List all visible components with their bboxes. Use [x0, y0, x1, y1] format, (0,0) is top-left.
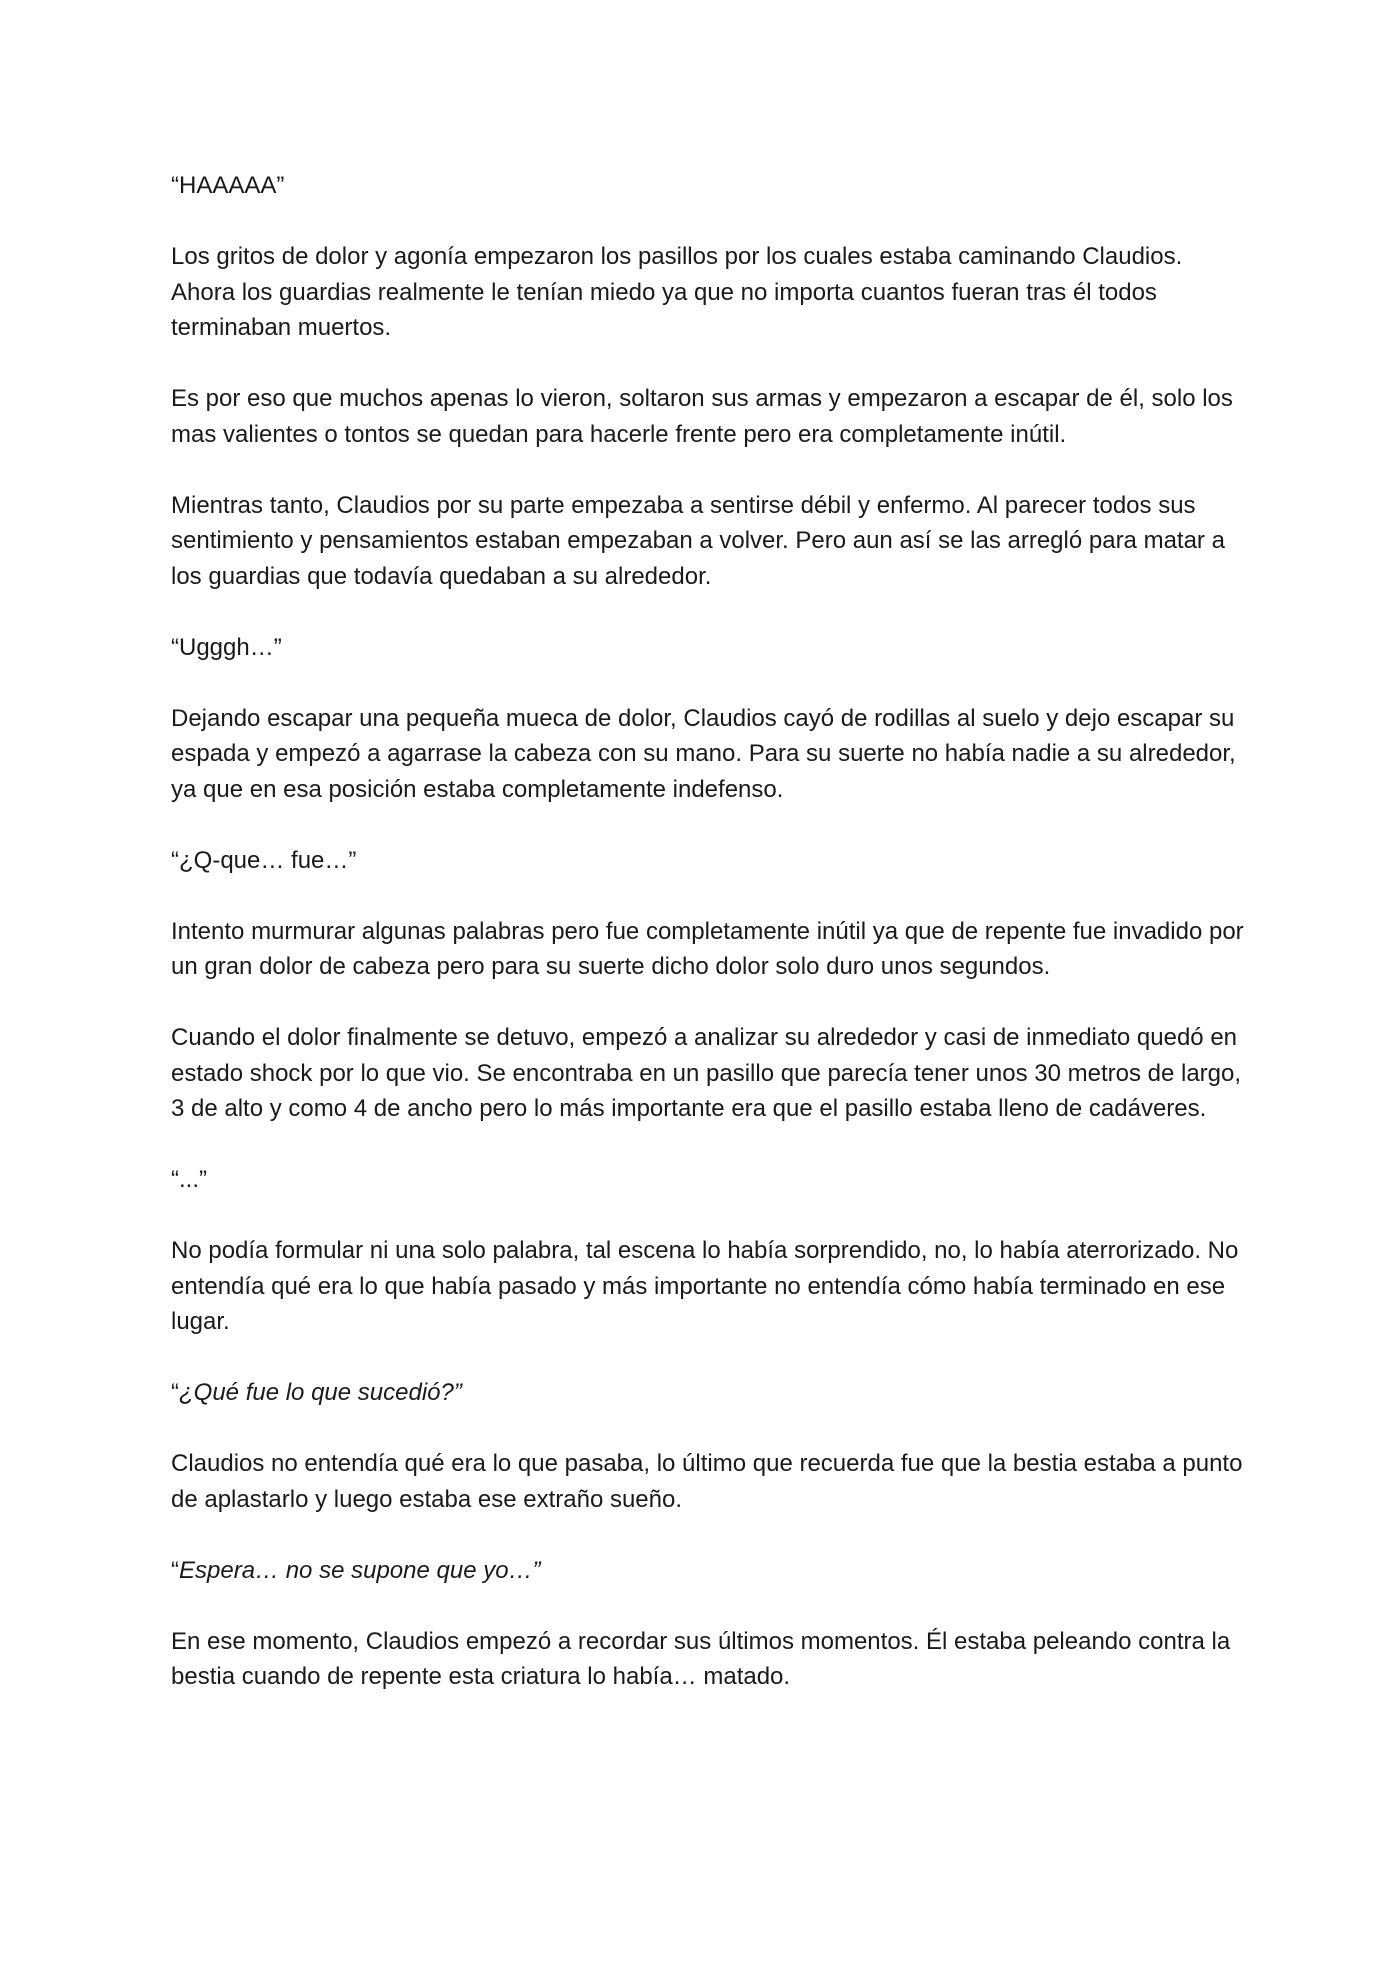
paragraph-5: “Ugggh…” [171, 633, 282, 661]
paragraph-12-italic-text: ¿Qué fue lo que sucedió?” [179, 1379, 462, 1406]
paragraph-9: Cuando el dolor finalmente se detuvo, empezó a analizar su alrededor y casi de inmediato quedó en estado shock por lo que vio. Se encontraba en un pasillo que parecía tener unos 30 metros de largo, 3 de alto y como 4 de ancho pero lo más importante era que el pasillo estaba lleno de cadáveres. [171, 1024, 1242, 1122]
paragraph-2: Los gritos de dolor y agonía empezaron los pasillos por los cuales estaba caminando Claudios. Ahora los guardias realmente le tenían miedo ya que no importa cuantos fueran tras él todos terminaban muertos. [171, 243, 1183, 341]
paragraph-10: “...” [171, 1166, 207, 1193]
paragraph-13: Claudios no entendía qué era lo que pasaba, lo último que recuerda fue que la bestia estaba a punto de aplastarlo y luego estaba ese extraño sueño. [171, 1450, 1243, 1513]
paragraph-8: Intento murmurar algunas palabras pero fue completamente inútil ya que de repente fue invadido por un gran dolor de cabeza pero para su suerte dicho dolor solo duro unos segundos. [171, 917, 1244, 980]
paragraph-3: Es por eso que muchos apenas lo vieron, soltaron sus armas y empezaron a escapar de él, solo los mas valientes o tontos se quedan para hacerle frente pero era completamente inútil. [171, 385, 1233, 448]
paragraph-12-open-quote: “ [171, 1379, 179, 1406]
paragraph-4: Mientras tanto, Claudios por su parte empezaba a sentirse débil y enfermo. Al parecer todos sus sentimiento y pensamientos estaban empezaban a volver. Pero aun así se las arregló para matar a los guardias que todavía quedaban a su alrededor. [171, 491, 1225, 590]
paragraph-12 [171, 1375, 1246, 1411]
paragraph-7: “¿Q-que… fue…” [171, 846, 357, 874]
paragraph-14 [171, 1553, 1246, 1589]
paragraph-14-open-quote: “ [171, 1556, 179, 1584]
document-body [171, 168, 1246, 1730]
paragraph-11: No podía formular ni una solo palabra, tal escena lo había sorprendido, no, lo había aterrorizado. No entendía qué era lo que había pasado y más importante no entendía cómo había terminado en ese lugar. [171, 1237, 1239, 1335]
paragraph-1: “HAAAAA” [171, 172, 285, 199]
paragraph-14-italic-text: Espera… no se supone que yo…” [179, 1556, 541, 1584]
paragraph-6: Dejando escapar una pequeña mueca de dolor, Claudios cayó de rodillas al suelo y dejo escapar su espada y empezó a agarrase la cabeza con su mano. Para su suerte no había nadie a su alrededor, ya que en esa posición estaba completamente indefenso. [171, 704, 1236, 803]
paragraph-15: En ese momento, Claudios empezó a recordar sus últimos momentos. Él estaba peleando contra la bestia cuando de repente esta criatura lo había… matado. [171, 1627, 1231, 1690]
